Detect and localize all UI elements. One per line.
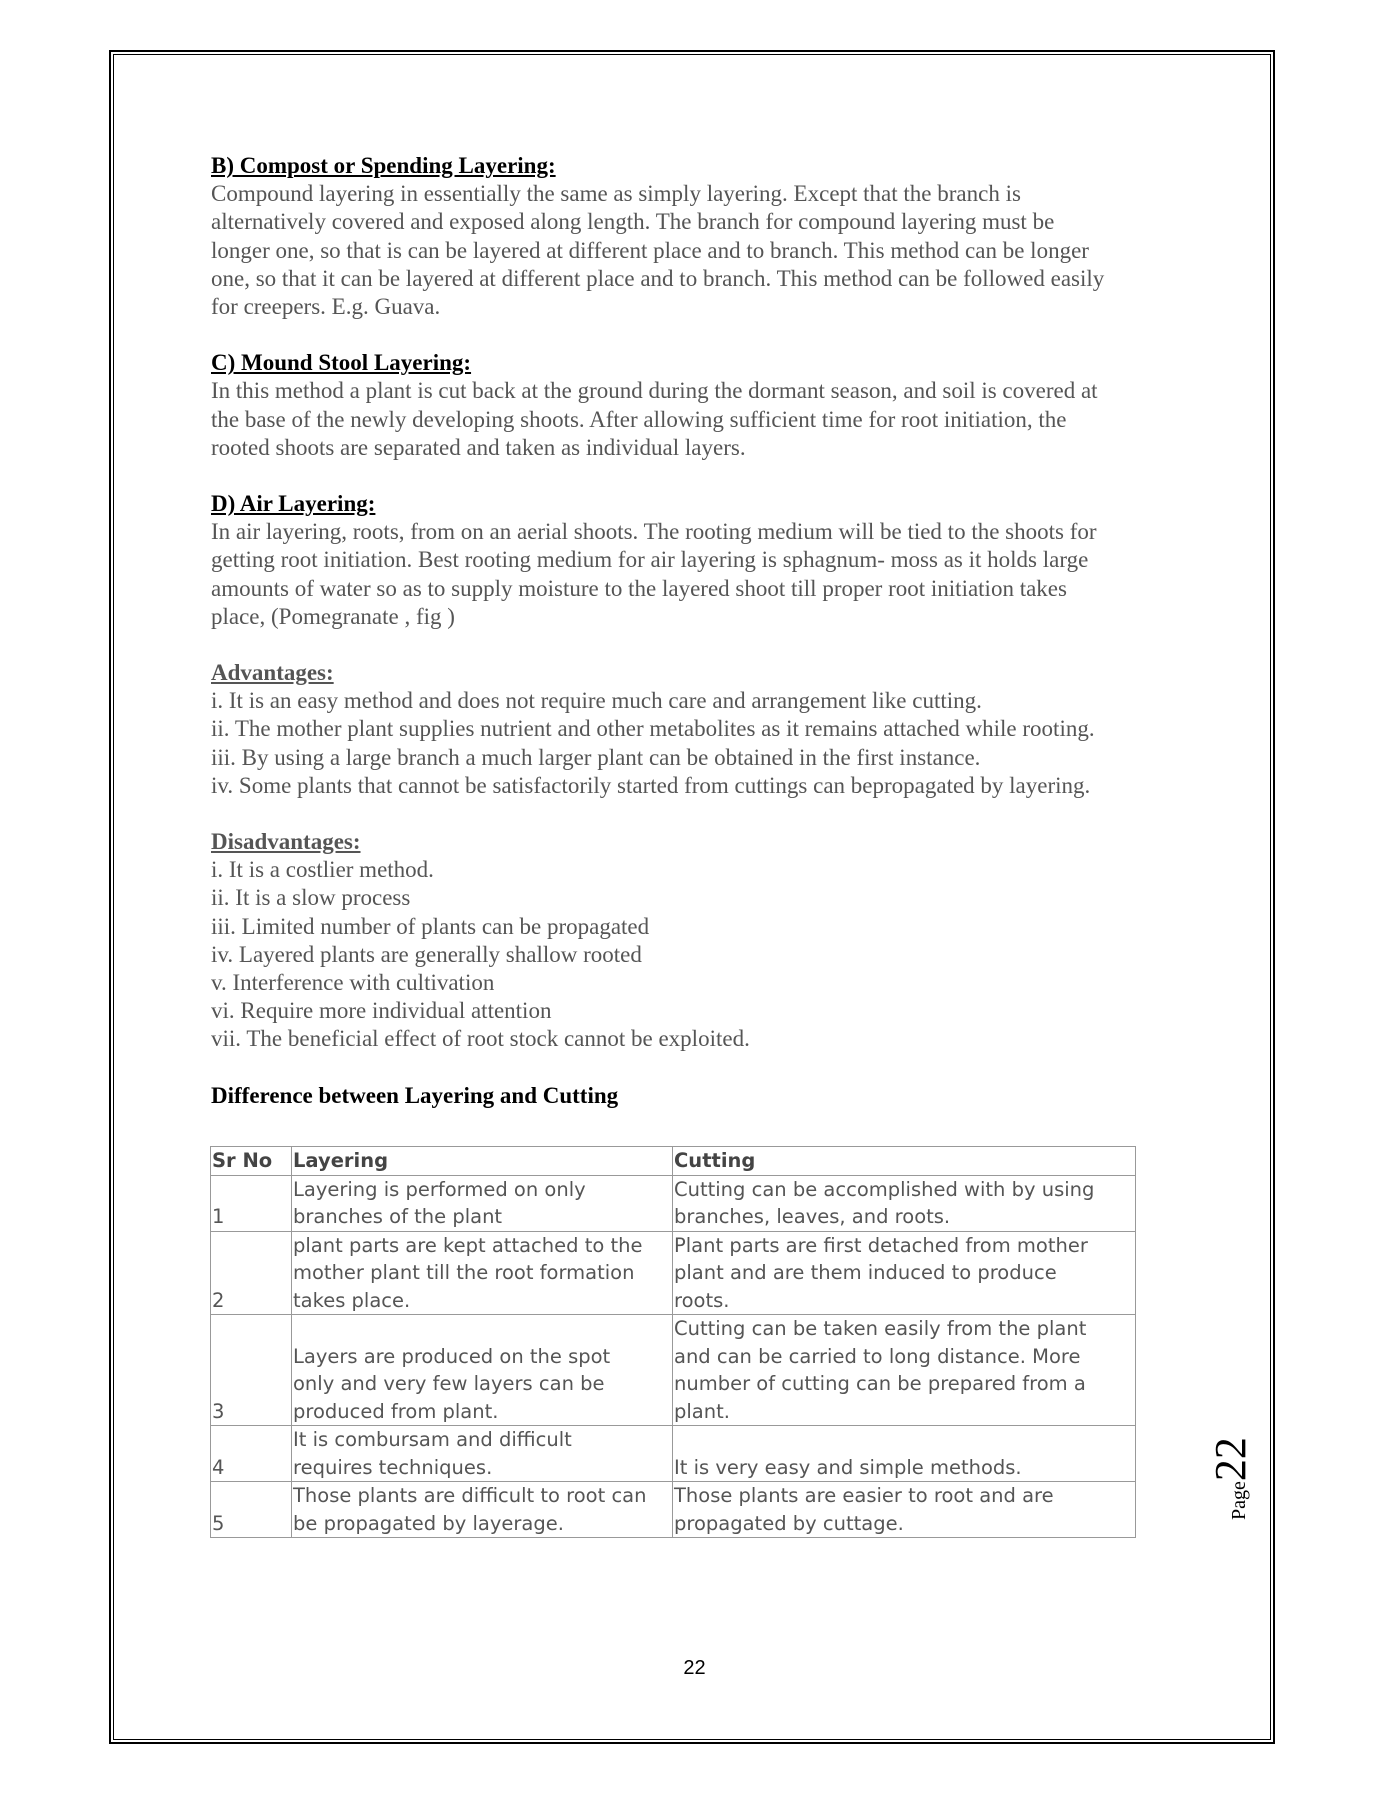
paragraph-line: In air layering, roots, from on an aerial shoots. The rooting medium will be tied to the shoots for [211, 519, 1097, 545]
section-mound-stool-layering [211, 349, 1171, 462]
header-layering: Layering [292, 1147, 673, 1176]
paragraph-line: In this method a plant is cut back at the ground during the dormant season, and soil is covered at [211, 378, 1098, 404]
section-advantages [211, 659, 1171, 800]
paragraph-line: one, so that it can be layered at different place and to branch. This method can be followed easily [211, 265, 1105, 291]
cell-line: produced from plant. [293, 1399, 499, 1423]
advantages-heading: Advantages: [211, 660, 334, 686]
side-page-word: Page [1228, 1481, 1250, 1520]
cell-sr: 4 [211, 1426, 292, 1482]
cell-line: propagated by cuttage. [674, 1511, 904, 1535]
list-item: iii. Limited number of plants can be propagated [211, 913, 650, 939]
cell-line: requires techniques. [293, 1455, 493, 1479]
table-header-row [211, 1147, 1136, 1176]
cell-sr: 3 [211, 1315, 292, 1426]
table-row [211, 1231, 1136, 1315]
cell-line: Layers are produced on the spot [293, 1344, 611, 1368]
list-item: vii. The beneficial effect of root stock cannot be exploited. [211, 1026, 750, 1052]
section-air-layering [211, 490, 1171, 631]
list-item: i. It is an easy method and does not require much care and arrangement like cutting. [211, 688, 982, 714]
cell-line: be propagated by layerage. [293, 1511, 564, 1535]
cell-line: Those plants are easier to root and are [674, 1484, 1054, 1507]
section-heading: D) Air Layering: [211, 491, 376, 517]
list-item: ii. It is a slow process [211, 885, 411, 911]
list-item: v. Interference with cultivation [211, 970, 495, 996]
cell-cutting [673, 1426, 1136, 1482]
section-disadvantages [211, 828, 1171, 1054]
cell-line: branches, leaves, and roots. [674, 1205, 951, 1228]
header-sr-no: Sr No [211, 1147, 292, 1176]
cell-sr: 5 [211, 1482, 292, 1538]
comparison-table [210, 1146, 1136, 1538]
cell-line: Cutting can be accomplished with by using [674, 1177, 1095, 1201]
table-row [211, 1482, 1136, 1538]
cell-line: It is very easy and simple methods. [674, 1455, 1022, 1479]
list-item: iii. By using a large branch a much larger plant can be obtained in the first instance. [211, 744, 981, 770]
paragraph-line: getting root initiation. Best rooting medium for air layering is sphagnum- moss as it holds large [211, 547, 1089, 573]
paragraph-line: for creepers. E.g. Guava. [211, 294, 441, 320]
list-item: ii. The mother plant supplies nutrient and other metabolites as it remains attached while rooting. [211, 716, 1095, 742]
header-cutting: Cutting [673, 1147, 1136, 1176]
cell-layering [292, 1426, 673, 1482]
table-title: Difference between Layering and Cutting [211, 1082, 619, 1108]
cell-line: plant and are them induced to produce [674, 1261, 1057, 1284]
table-row [211, 1426, 1136, 1482]
page-number: 22 [683, 1657, 706, 1679]
list-item: vi. Require more individual attention [211, 998, 552, 1024]
paragraph-line: Compound layering in essentially the same as simply layering. Except that the branch is [211, 181, 1021, 207]
cell-line: branches of the plant [293, 1205, 503, 1228]
list-item: iv. Some plants that cannot be satisfactorily started from cuttings can bepropagated by layering. [211, 772, 1091, 798]
cell-line: Plant parts are first detached from mother [674, 1233, 1088, 1257]
cell-layering [292, 1482, 673, 1538]
cell-cutting [673, 1482, 1136, 1538]
cell-line: mother plant till the root formation [293, 1261, 635, 1284]
cell-line: plant. [674, 1399, 730, 1423]
paragraph-line: place, (Pomegranate , fig ) [211, 603, 455, 629]
document-body [211, 152, 1171, 1110]
cell-cutting [673, 1315, 1136, 1426]
cell-line: plant parts are kept attached to the [293, 1233, 643, 1257]
cell-line: It is combursam and difficult [293, 1428, 572, 1451]
paragraph-line: longer one, so that is can be layered at different place and to branch. This method can be longer [211, 237, 1089, 263]
cell-layering [292, 1175, 673, 1231]
cell-line: roots. [674, 1288, 730, 1312]
cell-layering [292, 1315, 673, 1426]
cell-cutting [673, 1231, 1136, 1315]
paragraph-line: amounts of water so as to supply moisture to the layered shoot till proper root initiation takes [211, 575, 1067, 601]
table-row [211, 1175, 1136, 1231]
disadvantages-heading: Disadvantages: [211, 829, 361, 855]
cell-line: number of cutting can be prepared from a [674, 1372, 1086, 1395]
side-page-label [1205, 1340, 1275, 1520]
paragraph-line: alternatively covered and exposed along length. The branch for compound layering must be [211, 209, 1055, 235]
cell-cutting [673, 1175, 1136, 1231]
list-item: iv. Layered plants are generally shallow rooted [211, 941, 642, 967]
cell-line: only and very few layers can be [293, 1372, 605, 1395]
section-compost-layering [211, 152, 1171, 321]
cell-layering [292, 1231, 673, 1315]
paragraph-line: the base of the newly developing shoots. After allowing sufficient time for root initiation, the [211, 406, 1067, 432]
cell-line: Cutting can be taken easily from the plant [674, 1317, 1087, 1340]
cell-line: Layering is performed on only [293, 1177, 586, 1201]
section-heading: C) Mound Stool Layering: [211, 350, 472, 376]
cell-line: and can be carried to long distance. More [674, 1344, 1081, 1368]
table-row [211, 1315, 1136, 1426]
list-item: i. It is a costlier method. [211, 857, 434, 883]
cell-sr: 1 [211, 1175, 292, 1231]
cell-line: Those plants are difficult to root can [293, 1484, 647, 1507]
cell-sr: 2 [211, 1231, 292, 1315]
cell-line: takes place. [293, 1288, 411, 1312]
paragraph-line: rooted shoots are separated and taken as individual layers. [211, 434, 746, 460]
side-page-number: 22 [1206, 1437, 1255, 1482]
section-heading: B) Compost or Spending Layering: [211, 153, 556, 178]
